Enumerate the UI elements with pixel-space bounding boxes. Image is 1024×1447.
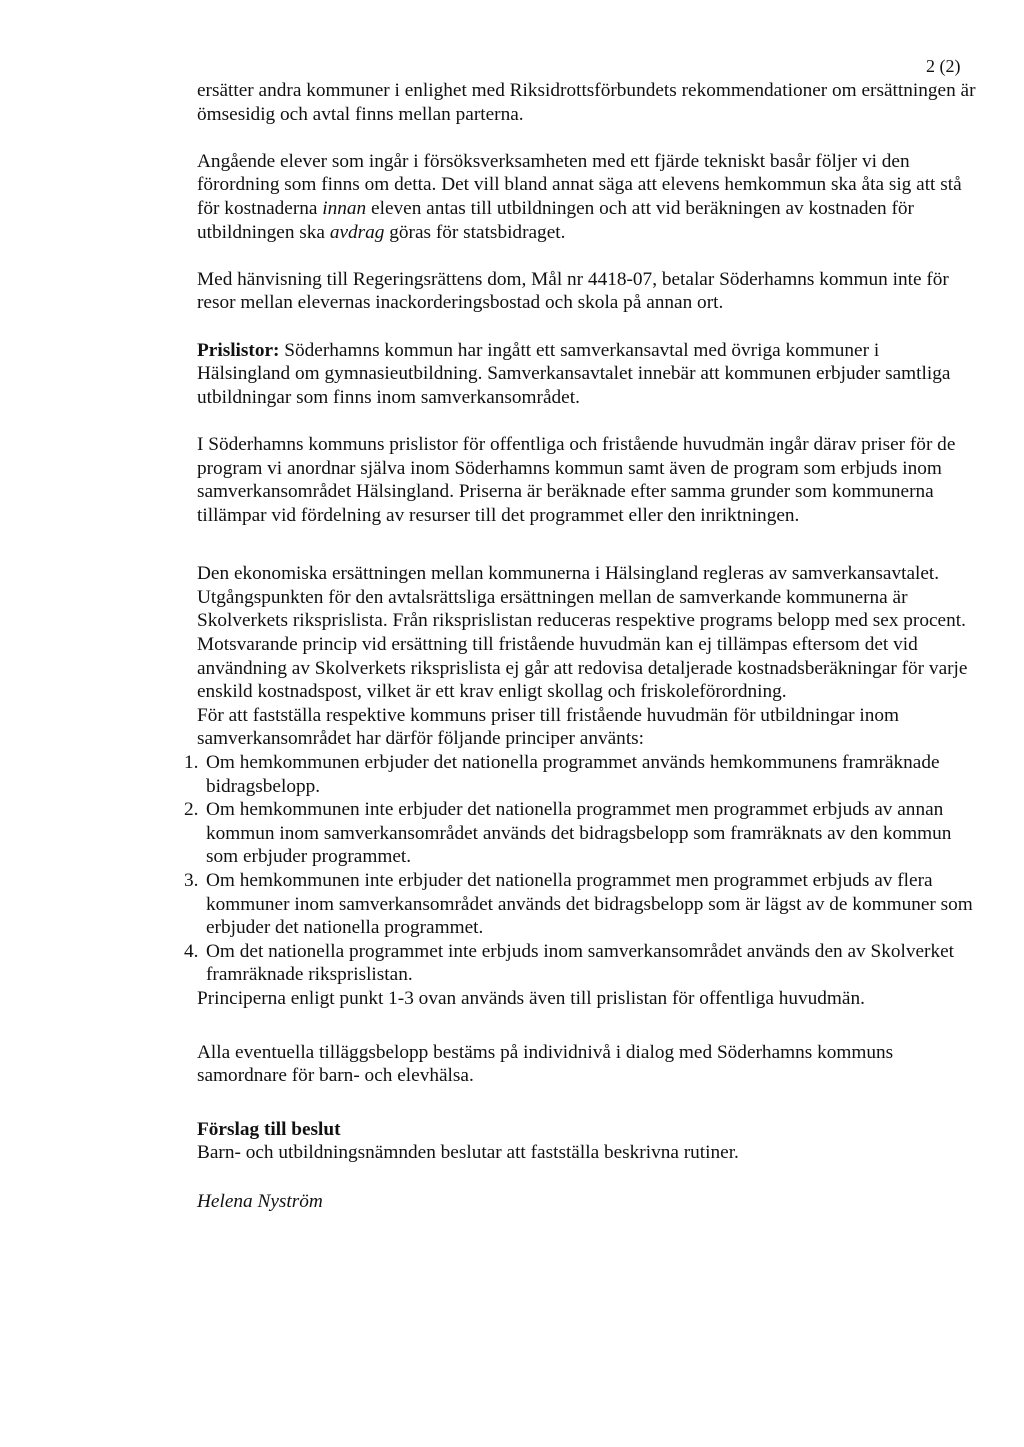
list-item	[184, 940, 977, 987]
paragraph-price-basis: I Söderhamns kommuns prislistor för offentliga och fristående huvudmän ingår därav priser för de program vi anordnar själva inom Söderhamns kommun samt även de program som erbjuds inom samverkansområdet Hälsingland. Priserna är beräknade efter samma grunder som kommunerna tillämpar vid fördelning av resurser till det programmet eller den inriktningen.	[197, 433, 956, 526]
paragraph-text: Angående elever som ingår i försöksverksamheten med ett fjärde tekniskt basår följer vi den förordning som finns om detta. Det vill bland annat säga att elevens hemkommun ska åta sig att stå för kostnaderna	[197, 150, 962, 219]
price-lists-label: Prislistor:	[197, 339, 280, 361]
list-text: Om hemkommunen erbjuder det nationella programmet används hemkommunens framräknade bidragsbelopp.	[206, 752, 940, 797]
list-number: 2.	[184, 799, 199, 821]
page-number: 2 (2)	[926, 56, 961, 76]
principles-list	[184, 751, 977, 987]
proposal-text: Barn- och utbildningsnämnden beslutar att fastställa beskrivna rutiner.	[197, 1142, 739, 1164]
emphasis-innan: innan	[322, 197, 367, 219]
paragraph-court-ruling: Med hänvisning till Regeringsrättens dom, Mål nr 4418-07, betalar Söderhamns kommun inte för resor mellan elevernas inackorderingsbostad och skola på annan ort.	[197, 268, 949, 314]
list-number: 4.	[184, 940, 199, 962]
paragraph-economic-compensation: Den ekonomiska ersättningen mellan kommunerna i Hälsingland regleras av samverkansavtalet. Utgångspunkten för den avtalsrättsliga ersättningen mellan de samverkande kommunerna är Skolverkets riksprislista. Från riksprislistan reduceras respektive programs belopp med sex procent. Motsvarande princip vid ersättning till fristående huvudmän kan ej tillämpas eftersom det vid användning av Skolverkets riksprislista ej går att redovisa detaljerade kostnadsberäkningar för varje enskild kostnadspost, vilket är ett krav enligt skollag och friskoleförordning.	[197, 563, 968, 703]
paragraph-principles-intro: För att fastställa respektive kommuns priser till fristående huvudmän för utbildningar inom samverkansområdet har därför följande principer använts:	[197, 704, 900, 750]
list-item	[184, 751, 977, 798]
paragraph-text: Söderhamns kommun har ingått ett samverkansavtal med övriga kommuner i Hälsingland om gymnasieutbildning. Samverkansavtalet innebär att kommunen erbjuder samtliga utbildningar som finns inom samverkansområdet.	[197, 339, 951, 408]
list-text: Om hemkommunen inte erbjuder det nationella programmet men programmet erbjuds av annan kommun inom samverkansområdet används det bidragsbelopp som framräknats av den kommun som erbjuder programmet.	[206, 799, 952, 868]
signature: Helena Nyström	[197, 1190, 323, 1212]
paragraph-technical-year	[197, 150, 977, 244]
list-number: 1.	[184, 752, 199, 774]
list-text: Om hemkommunen inte erbjuder det nationella programmet men programmet erbjuds av flera kommuner inom samverkansområdet används det bidragsbelopp som är lägst av de kommuner som erbjuder det nationella programmet.	[206, 870, 973, 939]
paragraph-additional-amounts: Alla eventuella tilläggsbelopp bestäms på individnivå i dialog med Söderhamns kommuns samordnare för barn- och elevhälsa.	[197, 1041, 894, 1087]
document-body	[184, 79, 977, 1214]
list-text: Om det nationella programmet inte erbjuds inom samverkansområdet används den av Skolverket framräknade riksprislistan.	[206, 940, 955, 986]
proposal-heading: Förslag till beslut	[197, 1118, 341, 1140]
paragraph-text: göras för statsbidraget.	[384, 221, 566, 243]
list-number: 3.	[184, 870, 199, 891]
list-item	[184, 869, 977, 940]
paragraph-compensation: ersätter andra kommuner i enlighet med Riksidrottsförbundets rekommendationer om ersättningen är ömsesidig och avtal finns mellan parterna.	[197, 80, 976, 125]
emphasis-avdrag: avdrag	[329, 221, 385, 243]
list-item	[184, 798, 977, 869]
paragraph-principles-public: Principerna enligt punkt 1-3 ovan används även till prislistan för offentliga huvudmän.	[197, 987, 865, 1009]
paragraph-price-lists	[197, 339, 977, 410]
paragraph-text: eleven antas till utbildningen och att vid beräkningen av kostnaden för utbildningen ska	[197, 197, 914, 243]
